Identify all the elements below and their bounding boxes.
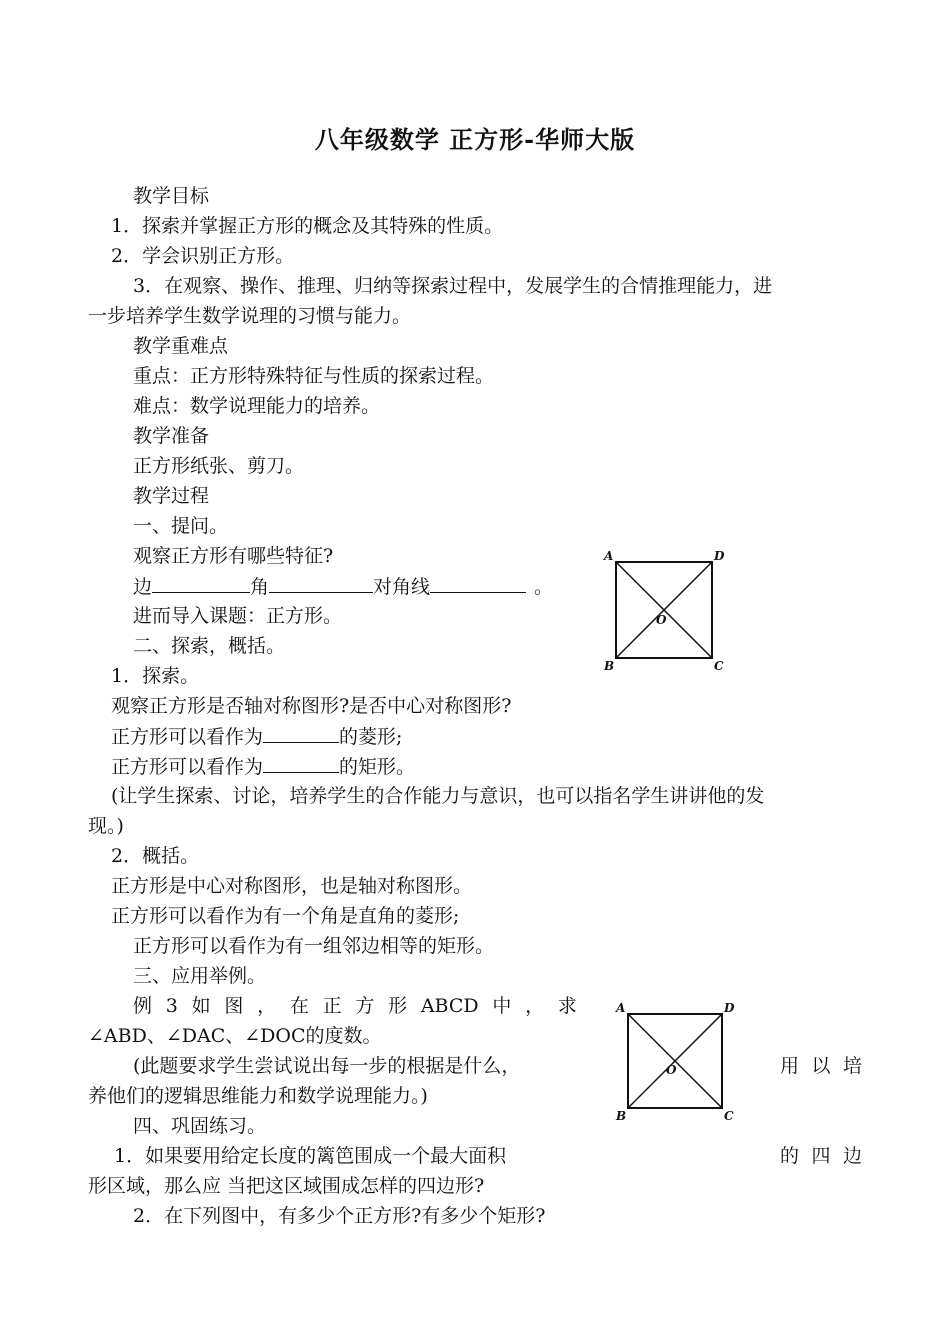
ex3-word: 正 [322,995,342,1017]
ex3-note-word: 以 [811,1055,831,1077]
ex3-word: 形 [388,995,408,1017]
square-figure-2 [610,998,742,1124]
difficulty-heading: 教学重难点 [133,335,229,357]
ex3-word: 例 [133,995,153,1017]
key-point: 重点：正方形特殊特征与性质的探索过程。 [133,365,495,387]
section-1-intro: 进而导入课题：正方形。 [133,605,343,627]
rectangle-fill-b: 的矩形。 [339,756,416,778]
explore-note-line2: 现。) [88,815,124,837]
ex3-word: 如 [191,995,211,1017]
rectangle-fill-line [111,752,415,781]
blank-diagonal [430,572,526,593]
fill-label-diagonal: 对角线 [373,576,431,598]
generalize-heading: 2．概括。 [111,845,200,867]
hard-point: 难点：数学说理能力的培养。 [133,395,381,417]
vertex-label-c: C [724,1109,734,1123]
process-heading: 教学过程 [133,485,210,507]
objective-item-3-line2: 一步培养学生数学说理的习惯与能力。 [88,305,412,327]
objective-item-1: 1．探索并掌握正方形的概念及其特殊的性质。 [111,215,504,237]
ex3-word: ， [525,995,545,1017]
section-1-question: 观察正方形有哪些特征? [133,545,334,567]
vertex-label-a: A [604,549,614,563]
blank-angle [269,572,373,593]
center-label-o: O [666,1063,677,1077]
fill-label-side: 边 [133,576,153,598]
practice-1-a: 1．如果要用给定长度的篱笆围成一个最大面积 [114,1145,507,1167]
objective-item-2: 2．学会识别正方形。 [111,245,295,267]
p1-word: 边 [842,1145,862,1167]
vertex-label-d: D [724,1001,735,1015]
ex3-word: 3 [165,995,178,1017]
blank-rectangle [263,752,339,773]
section-1-heading: 一、提问。 [133,515,229,537]
prep-heading: 教学准备 [133,425,210,447]
practice-1-line2: 形区域，那么应 当把这区域围成怎样的四边形? [88,1175,485,1197]
example-3-line1 [133,992,577,1020]
rhombus-fill-b: 的菱形; [339,726,403,748]
ex3-word: 求 [557,995,577,1017]
section-3-heading: 三、应用举例。 [133,965,267,987]
section-4-heading: 四、巩固练习。 [133,1115,267,1137]
rhombus-fill-line [111,722,402,751]
ex3-word: 图 [224,995,244,1017]
objectives-heading: 教学目标 [133,185,210,207]
generalize-line-3: 正方形可以看作为有一组邻边相等的矩形。 [133,935,495,957]
p1-word: 的 [780,1145,800,1167]
document-title: 八年级数学 正方形-华师大版 [314,125,636,154]
vertex-label-b: B [604,659,615,673]
rectangle-fill-a: 正方形可以看作为 [111,756,264,778]
center-label-o: O [656,613,667,627]
blank-side [152,572,250,593]
vertex-label-b: B [616,1109,627,1123]
ex3-note-word: 培 [842,1055,862,1077]
example-3-note-b [780,1052,862,1080]
practice-2: 2．在下列图中，有多少个正方形?有多少个矩形? [133,1205,546,1227]
objective-item-3-line1: 3．在观察、操作、推理、归纳等探索过程中，发展学生的合情推理能力，进 [133,275,773,297]
explore-note-line1: (让学生探索、讨论，培养学生的合作能力与意识，也可以指名学生讲讲他的发 [111,785,765,807]
ex3-word: 方 [355,995,375,1017]
p1-word: 四 [811,1145,831,1167]
fill-end: 。 [534,576,554,598]
blank-rhombus [263,722,339,743]
rhombus-fill-a: 正方形可以看作为 [111,726,264,748]
example-3-line2: ∠ABD、∠DAC、∠DOC的度数。 [88,1025,382,1047]
generalize-line-2: 正方形可以看作为有一个角是直角的菱形; [111,905,460,927]
vertex-label-c: C [714,659,724,673]
section-2-heading: 二、探索，概括。 [133,635,286,657]
vertex-label-d: D [714,549,725,563]
explore-question: 观察正方形是否轴对称图形?是否中心对称图形? [111,695,512,717]
features-fill-line [133,572,553,601]
fill-label-angle: 角 [250,576,270,598]
prep-items: 正方形纸张、剪刀。 [133,455,305,477]
ex3-word: ABCD [420,995,479,1017]
ex3-word: 在 [289,995,309,1017]
square-figure-1 [598,546,730,674]
vertex-label-a: A [616,1001,626,1015]
ex3-word: 中 [492,995,512,1017]
explore-heading: 1．探索。 [111,665,200,687]
generalize-line-1: 正方形是中心对称图形，也是轴对称图形。 [111,875,473,897]
practice-1-b [780,1142,862,1170]
ex3-note-word: 用 [780,1055,800,1077]
ex3-word: ， [257,995,277,1017]
example-3-note-a: (此题要求学生尝试说出每一步的根据是什么， [133,1055,521,1077]
example-3-note-line2: 养他们的逻辑思维能力和数学说理能力。) [88,1085,428,1107]
